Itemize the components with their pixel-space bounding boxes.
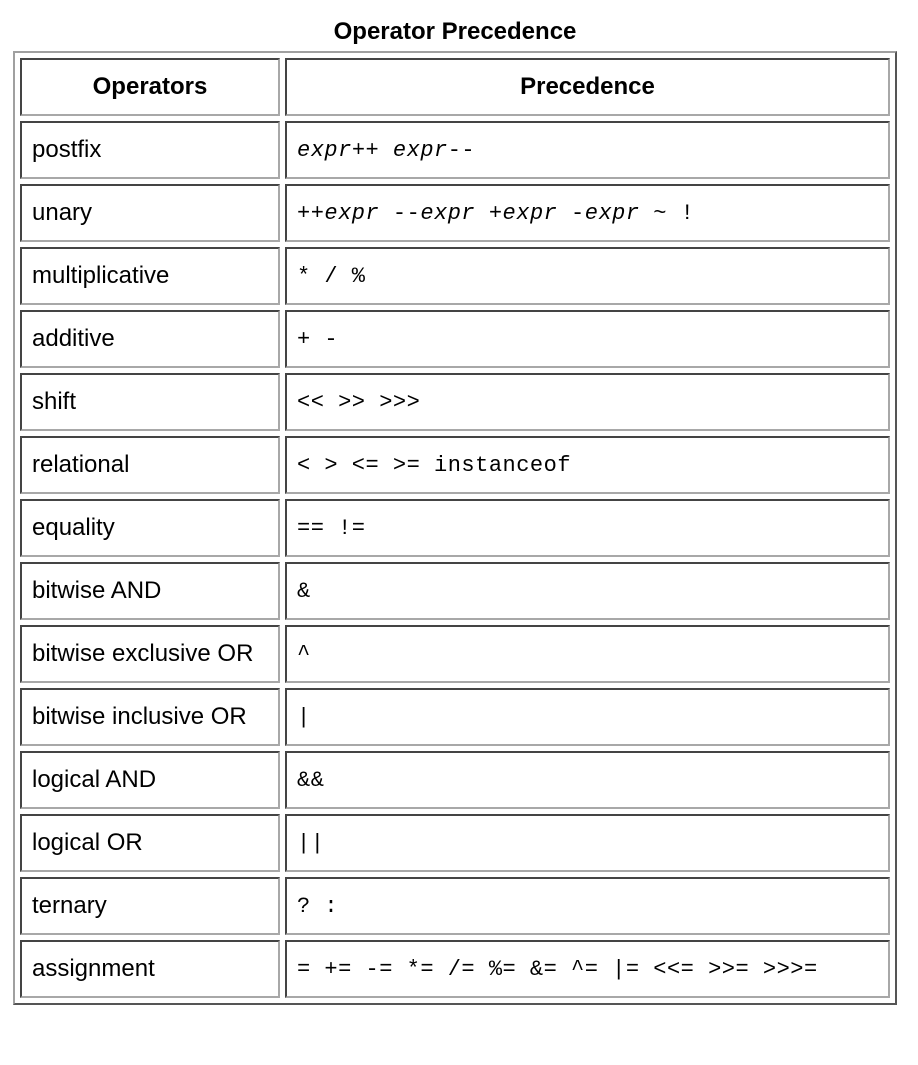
operator-symbols-cell: [285, 310, 890, 368]
operator-symbols: &: [297, 578, 311, 604]
table-row: [20, 814, 890, 872]
table-row: [20, 688, 890, 746]
operator-symbols: ++: [351, 137, 393, 163]
operator-symbols: ? :: [297, 893, 339, 919]
operator-symbols: ^: [297, 641, 311, 667]
operator-symbols-cell: [285, 436, 890, 494]
operator-symbols: &&: [297, 767, 325, 793]
table-row: [20, 373, 890, 431]
operator-symbols: = += -= *= /= %= &= ^= |= <<= >>= >>>=: [297, 956, 818, 982]
operator-name-cell: shift: [20, 373, 280, 431]
operator-symbols: << >> >>>: [297, 389, 421, 415]
table-row: [20, 625, 890, 683]
table-row: [20, 940, 890, 998]
operator-name-cell: assignment: [20, 940, 280, 998]
operator-symbols-cell: [285, 562, 890, 620]
operator-symbols-cell: [285, 625, 890, 683]
operator-name-cell: postfix: [20, 121, 280, 179]
operator-symbols-cell: [285, 688, 890, 746]
table-caption: Operator Precedence: [333, 18, 577, 45]
operator-precedence-table: [13, 51, 897, 1005]
operator-symbols: + -: [297, 326, 339, 352]
operator-symbols: ++: [297, 200, 325, 226]
table-row: [20, 499, 890, 557]
table-row: [20, 436, 890, 494]
operator-symbols-cell: [285, 814, 890, 872]
operator-symbols-cell: [285, 751, 890, 809]
operator-symbols: < > <= >= instanceof: [297, 452, 572, 478]
table-row: [20, 184, 890, 242]
operand-placeholder: expr: [502, 200, 558, 226]
table-row: [20, 562, 890, 620]
operator-name-cell: ternary: [20, 877, 280, 935]
operand-placeholder: expr: [324, 200, 380, 226]
operator-name-cell: logical AND: [20, 751, 280, 809]
operator-symbols-cell: [285, 877, 890, 935]
operator-symbols: ||: [297, 830, 325, 856]
operator-symbols: --: [379, 200, 421, 226]
table-row: [20, 247, 890, 305]
operator-symbols-cell: [285, 373, 890, 431]
operator-name-cell: logical OR: [20, 814, 280, 872]
table-row: [20, 310, 890, 368]
operand-placeholder: expr: [392, 137, 448, 163]
operator-symbols: == !=: [297, 515, 366, 541]
operator-symbols: |: [297, 704, 311, 730]
table-body: [20, 121, 890, 998]
operator-name-cell: multiplicative: [20, 247, 280, 305]
operator-name-cell: equality: [20, 499, 280, 557]
operator-name-cell: bitwise inclusive OR: [20, 688, 280, 746]
operator-symbols-cell: [285, 499, 890, 557]
operator-symbols: * / %: [297, 263, 366, 289]
table-row: [20, 877, 890, 935]
operator-symbols: ~ !: [639, 200, 695, 226]
table-row: [20, 751, 890, 809]
operator-symbols: --: [447, 137, 476, 163]
operand-placeholder: expr: [584, 200, 640, 226]
operand-placeholder: expr: [297, 137, 352, 163]
operator-name-cell: unary: [20, 184, 280, 242]
operator-name-cell: additive: [20, 310, 280, 368]
header-precedence: Precedence: [285, 58, 890, 116]
operator-symbols-cell: [285, 940, 890, 998]
operand-placeholder: expr: [420, 200, 476, 226]
operator-symbols: +: [475, 200, 503, 226]
header-row: [20, 58, 890, 116]
header-operators: Operators: [20, 58, 280, 116]
operator-symbols-cell: [285, 247, 890, 305]
operator-symbols: -: [557, 200, 585, 226]
operator-symbols-cell: [285, 184, 890, 242]
operator-name-cell: bitwise AND: [20, 562, 280, 620]
operator-symbols-cell: [285, 121, 890, 179]
table-row: [20, 121, 890, 179]
operator-name-cell: bitwise exclusive OR: [20, 625, 280, 683]
operator-name-cell: relational: [20, 436, 280, 494]
